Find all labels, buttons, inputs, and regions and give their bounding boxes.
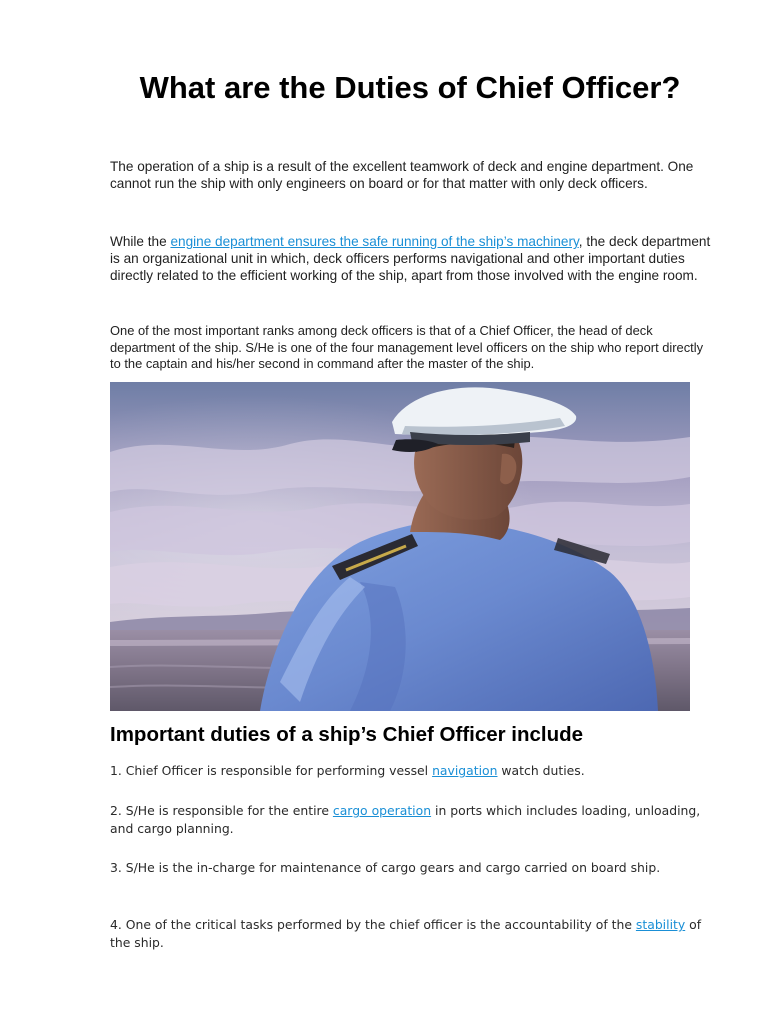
duties-heading: Important duties of a ship’s Chief Officer include xyxy=(110,723,584,746)
duty-item-2-text-after: in ports which includes loading, unloading, and cargo planning. xyxy=(110,803,701,836)
intro-paragraph-3 xyxy=(110,323,715,373)
intro-paragraph-2-text-before: While the xyxy=(110,234,171,249)
intro-paragraph-3-text: One of the most important ranks among deck officers is that of a Chief Officer, the head of deck department of the ship. S/He is one of the four management level officers on the ship who report directly to the captain and his/her second in command after the master of the ship. xyxy=(110,323,704,371)
cargo-operation-link[interactable]: cargo operation xyxy=(332,803,432,818)
stability-link[interactable]: stability xyxy=(635,917,686,932)
duty-item-3-text: 3. S/He is the in-charge for maintenance of cargo gears and cargo carried on board ship. xyxy=(110,860,661,875)
duty-item-3 xyxy=(110,859,710,877)
duty-item-2 xyxy=(110,802,710,837)
intro-paragraph-1-text: The operation of a ship is a result of the excellent teamwork of deck and engine department. One cannot run the ship with only engineers on board or for that matter with only deck officers. xyxy=(110,159,694,191)
officer-photo xyxy=(110,382,690,711)
duty-item-1-text-after: watch duties. xyxy=(497,763,585,778)
duty-item-1-text-before: 1. Chief Officer is responsible for performing vessel xyxy=(110,763,433,778)
duty-item-2-text-before: 2. S/He is responsible for the entire xyxy=(110,803,333,818)
duty-item-4-text-after: of the ship. xyxy=(110,917,702,950)
intro-paragraph-1 xyxy=(110,158,715,192)
duty-item-4-text-before: 4. One of the critical tasks performed by the chief officer is the accountability of the xyxy=(110,917,636,932)
navigation-link[interactable]: navigation xyxy=(432,763,498,778)
engine-department-link[interactable]: engine department ensures the safe running of the ship’s machinery xyxy=(170,234,579,249)
intro-paragraph-2-text-after: , the deck department is an organizational unit in which, deck officers performs navigational and other important duties directly related to the efficient working of the ship, apart from those involved with the engine room. xyxy=(110,234,711,283)
page-title: What are the Duties of Chief Officer? xyxy=(139,70,681,105)
duty-item-1 xyxy=(110,762,710,780)
intro-paragraph-2 xyxy=(110,233,715,284)
duty-item-4 xyxy=(110,916,710,951)
